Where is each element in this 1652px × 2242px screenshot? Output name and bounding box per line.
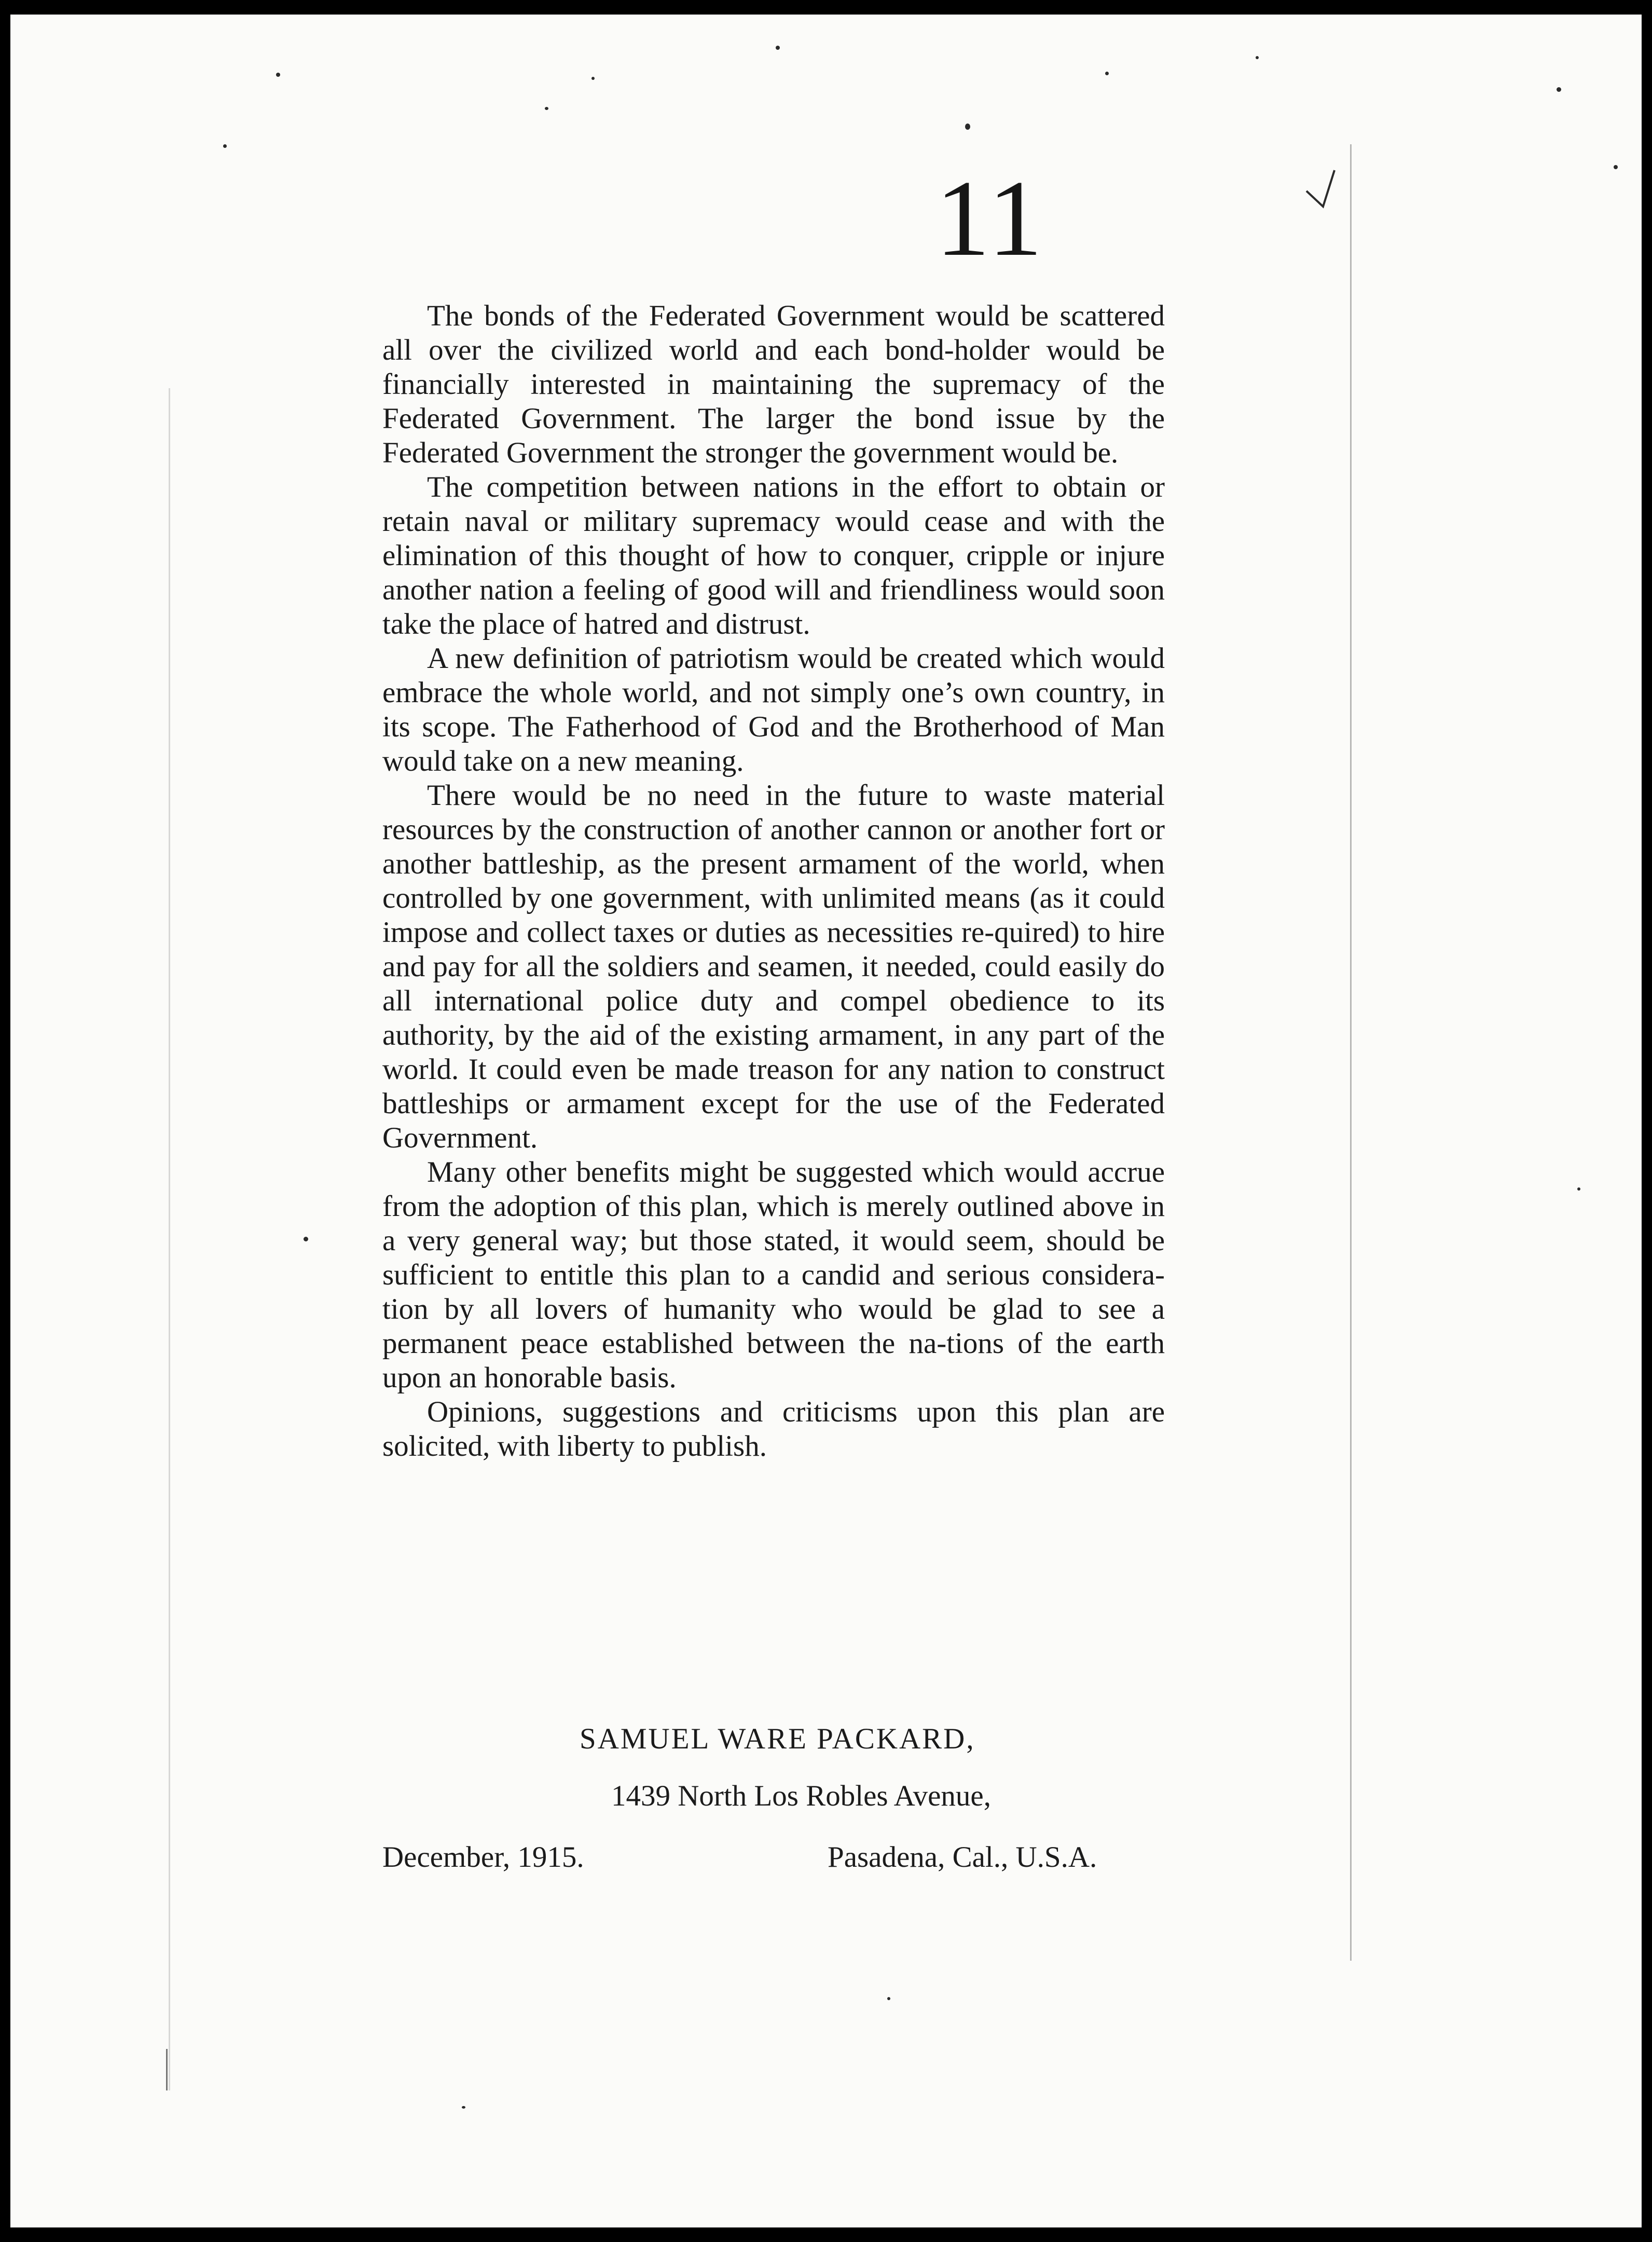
scan-speck: [965, 124, 970, 130]
scan-speck: [591, 77, 595, 80]
signer-name: SAMUEL WARE PACKARD,: [580, 1722, 975, 1755]
paragraph-patriotism: A new definition of patriotism would be created which would embrace the whole world, and not simply one’s own country, in its scope. The Fatherhood of God and the Brotherhood of Man would take on a new meaning.: [382, 642, 1165, 777]
signer-street: 1439 North Los Robles Avenue,: [611, 1780, 991, 1812]
letter-date: December, 1915.: [382, 1841, 584, 1874]
scan-speck: [1577, 1187, 1580, 1191]
paragraph-bonds: The bonds of the Federated Government would be scattered all over the civilized world and each bond-holder would be financially interested in maintaining the supremacy of the Federated Government. The larger the bond issue by the Federated Government the stronger the government would be.: [382, 299, 1165, 469]
scan-speck: [304, 1237, 308, 1241]
margin-scan-line: [166, 2049, 168, 2090]
scan-speck: [276, 73, 280, 77]
margin-scan-line: [169, 388, 170, 2090]
paragraph-opinions: Opinions, suggestions and criticisms upon this plan are solicited, with liberty to publish.: [382, 1396, 1165, 1462]
scan-speck: [887, 1997, 890, 2000]
page-number: 11: [935, 158, 1045, 279]
scan-speck: [223, 144, 227, 148]
paragraph-armament: There would be no need in the future to waste material resources by the construction of another cannon or another fort or another battleship, as the present armament of the world, when controlled by one government, with unlimited means (as it could impose and collect taxes or duties as necessities re-quired) to hire and pay for all the soldiers and seamen, it needed, could easily do all international police duty and compel obedience to its authority, by the aid of the existing armament, in any part of the world. It could even be made treason for any nation to construct battleships or armament except for the use of the Federated Government.: [382, 779, 1165, 1154]
paragraph-competition: The competition between nations in the effort to obtain or retain naval or military supremacy would cease and with the elimination of this thought of how to conquer, cripple or injure another nation a feeling of good will and friendliness would soon take the place of hatred and distrust.: [382, 471, 1165, 640]
scan-speck: [462, 2106, 465, 2109]
checkmark-annotation-icon: [1302, 160, 1349, 222]
paragraph-benefits: Many other benefits might be suggested which would accrue from the adoption of this plan, which is merely outlined above in a very general way; but those stated, it would seem, should be sufficient to entitle this plan to a candid and serious considera-tion by all lovers of humanity who would be glad to see a permanent peace established between the na-tions of the earth upon an honorable basis.: [382, 1156, 1165, 1394]
letter-body: [382, 299, 1165, 1464]
scan-speck: [1557, 87, 1561, 92]
scan-speck: [545, 107, 548, 110]
scan-speck: [1614, 165, 1618, 169]
scan-speck: [1256, 56, 1259, 59]
paper-sheet: [10, 15, 1642, 2227]
signer-city: Pasadena, Cal., U.S.A.: [828, 1841, 1097, 1874]
scan-speck: [776, 46, 780, 50]
margin-scan-line: [1350, 144, 1352, 1961]
scan-speck: [1105, 72, 1109, 75]
